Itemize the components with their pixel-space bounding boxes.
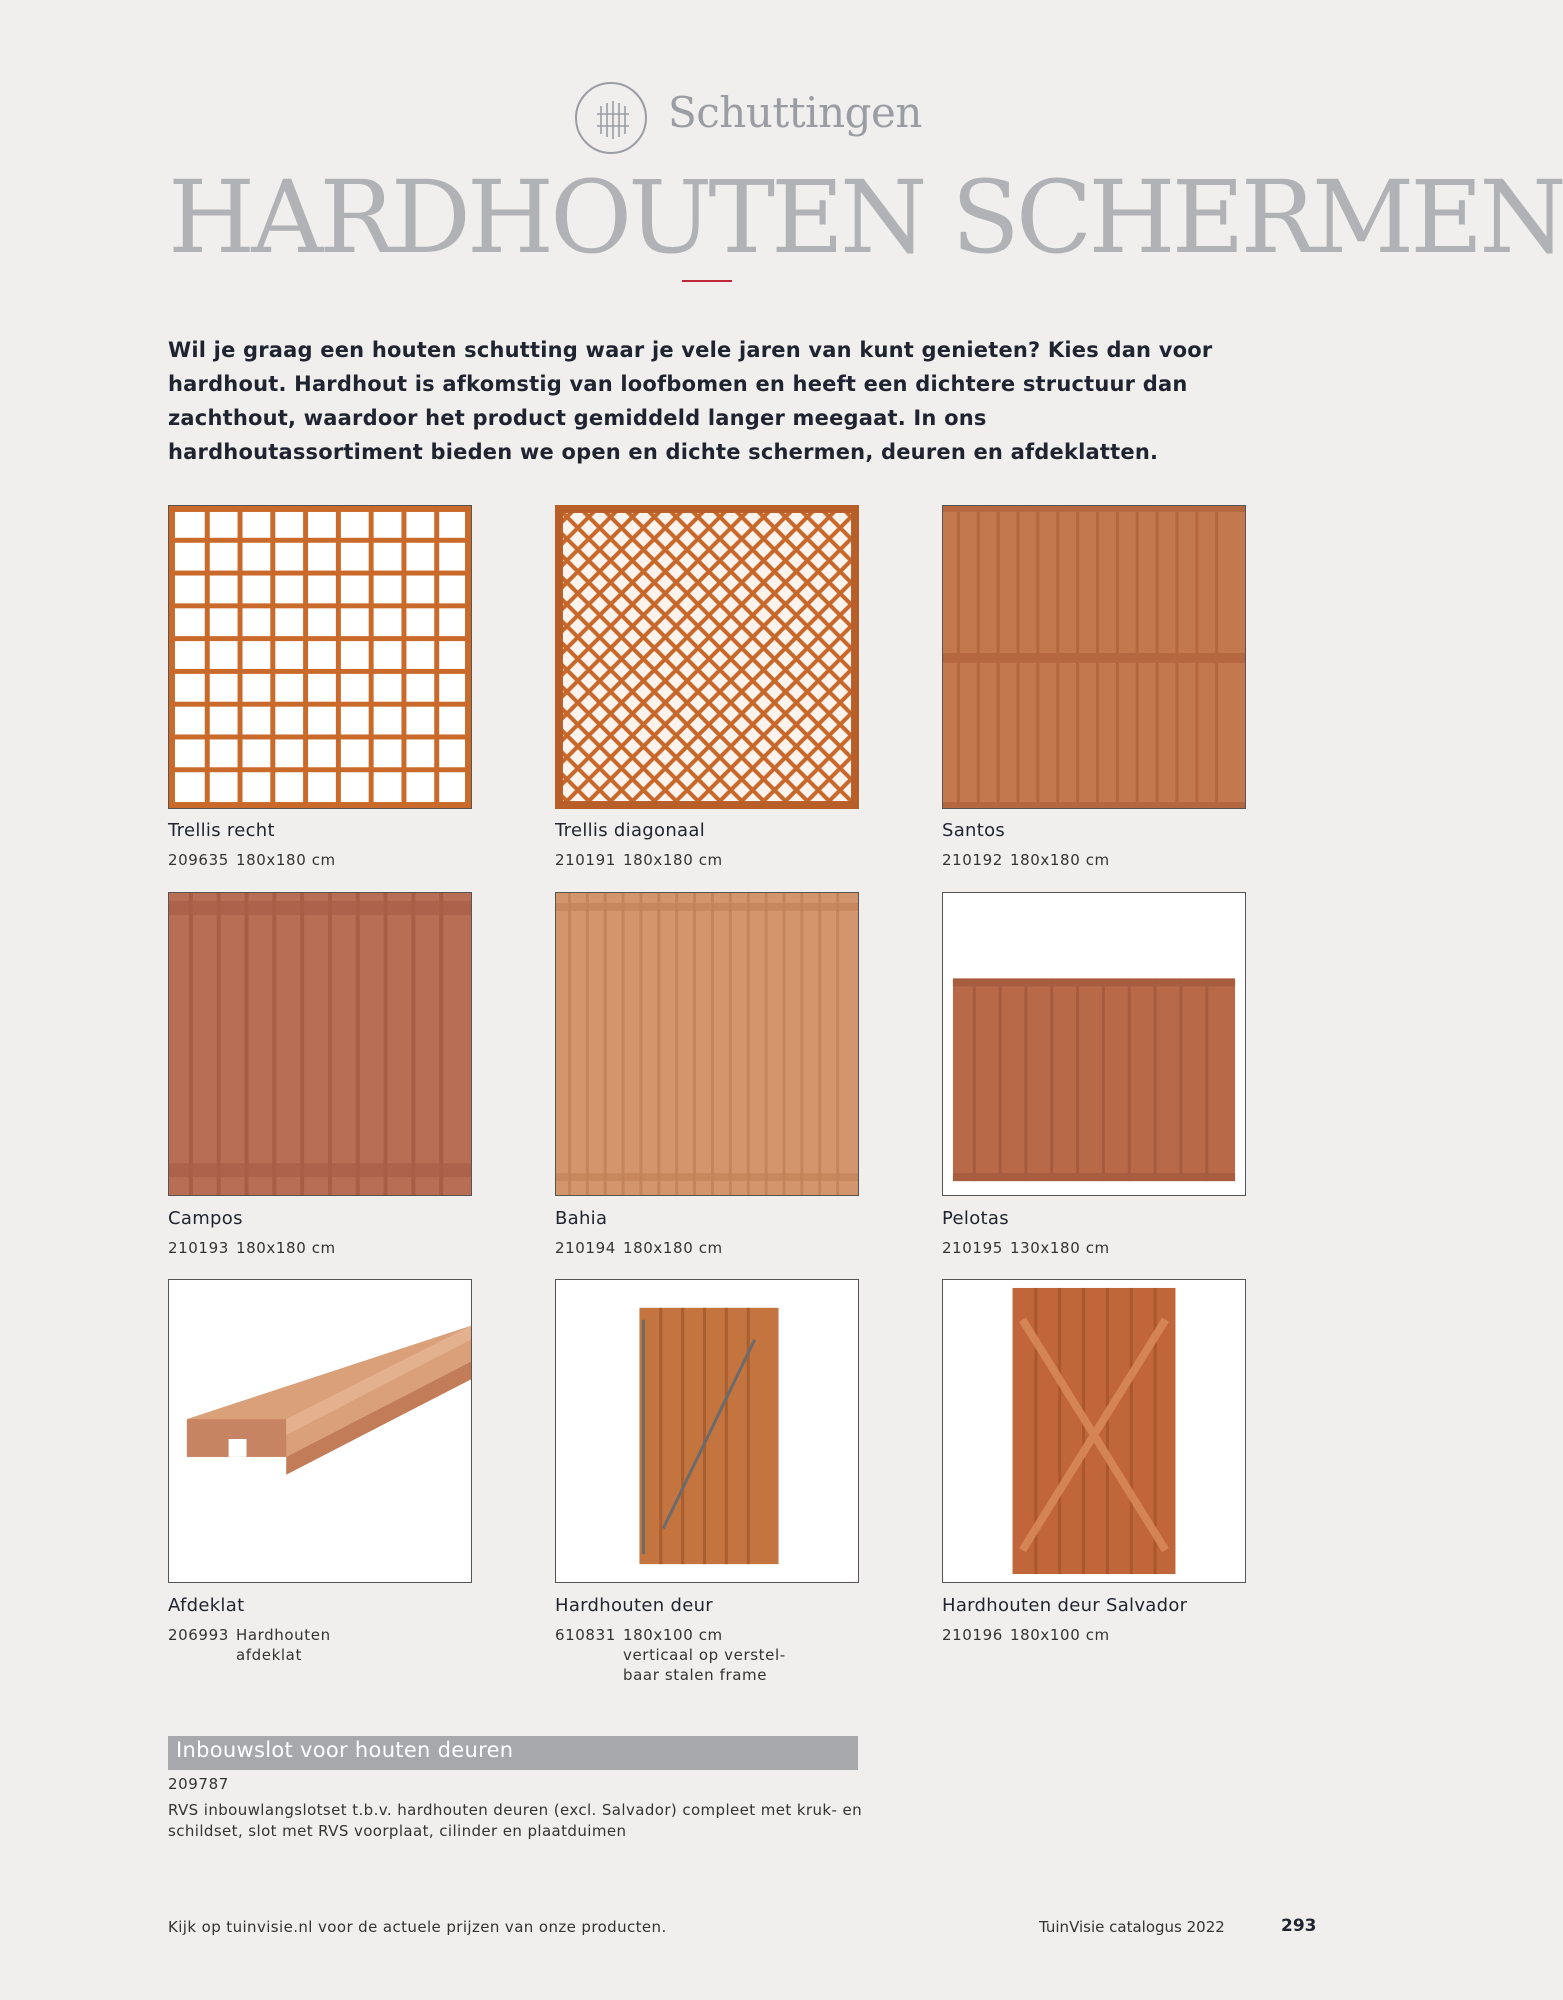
- lock-description: RVS inbouwlangslotset t.b.v. hardhouten deuren (excl. Salvador) compleet met kruk- en schildset, slot met RVS voorplaat, cilinder en plaatduimen: [168, 1801, 863, 1840]
- product-name: Pelotas: [942, 1208, 1009, 1229]
- product-desc-line: 180x100 cm: [623, 1626, 723, 1644]
- product-code: 610831: [555, 1626, 616, 1644]
- product-meta: [168, 1625, 331, 1665]
- product-code: 210196: [942, 1626, 1003, 1644]
- product-size: 180x180 cm: [236, 1239, 336, 1257]
- page-title: HARDHOUTEN SCHERMEN: [168, 159, 1563, 276]
- product-code: 210193: [168, 1239, 229, 1257]
- product-name: Trellis diagonaal: [555, 820, 705, 841]
- product-size: 180x180 cm: [236, 851, 336, 869]
- product-code: 209635: [168, 851, 229, 869]
- product-name: Afdeklat: [168, 1595, 245, 1616]
- product-desc-line: verticaal op verstel-: [623, 1646, 786, 1664]
- product-size: 180x180 cm: [623, 851, 723, 869]
- footer-catalog: TuinVisie catalogus 2022: [1039, 1918, 1225, 1936]
- product-size: 180x180 cm: [623, 1239, 723, 1257]
- product-code: 210195: [942, 1239, 1003, 1257]
- product-image-hardhouten-deur-salvador[interactable]: [942, 1279, 1246, 1583]
- product-image-campos[interactable]: [168, 892, 472, 1196]
- product-size: 180x100 cm: [1010, 1626, 1110, 1644]
- product-code: 210192: [942, 851, 1003, 869]
- product-code: 210191: [555, 851, 616, 869]
- product-image-afdeklat[interactable]: [168, 1279, 472, 1583]
- product-name: Bahia: [555, 1208, 608, 1229]
- fence-icon: [575, 82, 647, 154]
- product-meta: [942, 1625, 1110, 1645]
- product-name: Campos: [168, 1208, 243, 1229]
- product-meta: [555, 1238, 723, 1258]
- product-image-trellis-diagonaal[interactable]: [555, 505, 859, 809]
- product-meta: [168, 850, 336, 870]
- product-code: 206993: [168, 1626, 229, 1644]
- product-size: 180x180 cm: [1010, 851, 1110, 869]
- footer-note: Kijk op tuinvisie.nl voor de actuele prijzen van onze producten.: [168, 1918, 667, 1936]
- product-meta: [555, 850, 723, 870]
- page-number: 293: [1281, 1916, 1317, 1936]
- product-code: 210194: [555, 1239, 616, 1257]
- product-meta: [942, 1238, 1110, 1258]
- product-meta: [555, 1625, 786, 1685]
- product-image-hardhouten-deur[interactable]: [555, 1279, 859, 1583]
- product-size: 130x180 cm: [1010, 1239, 1110, 1257]
- product-desc-line: baar stalen frame: [623, 1666, 768, 1684]
- product-name: Trellis recht: [168, 820, 275, 841]
- product-desc-line: Hardhouten: [236, 1626, 331, 1644]
- product-image-trellis-recht[interactable]: [168, 505, 472, 809]
- product-name: Hardhouten deur: [555, 1595, 713, 1616]
- product-image-bahia[interactable]: [555, 892, 859, 1196]
- intro-paragraph: Wil je graag een houten schutting waar je vele jaren van kunt genieten? Kies dan voor hardhout. Hardhout is afkomstig van loofbomen en heeft een dichtere structuur dan zachthout, waardoor het product gemiddeld langer meegaat. In ons hardhoutassortiment bieden we open en dichte schermen, deuren en afdeklatten.: [168, 338, 1213, 464]
- product-meta: [942, 850, 1110, 870]
- product-meta: [168, 1238, 336, 1258]
- lock-section-title: Inbouwslot voor houten deuren: [176, 1738, 514, 1762]
- product-desc-line: afdeklat: [236, 1646, 302, 1664]
- category-label: Schuttingen: [668, 88, 922, 137]
- product-image-pelotas[interactable]: [942, 892, 1246, 1196]
- title-divider: [682, 280, 732, 282]
- product-image-santos[interactable]: [942, 505, 1246, 809]
- lock-code: 209787: [168, 1775, 229, 1793]
- product-name: Hardhouten deur Salvador: [942, 1595, 1188, 1616]
- product-name: Santos: [942, 820, 1006, 841]
